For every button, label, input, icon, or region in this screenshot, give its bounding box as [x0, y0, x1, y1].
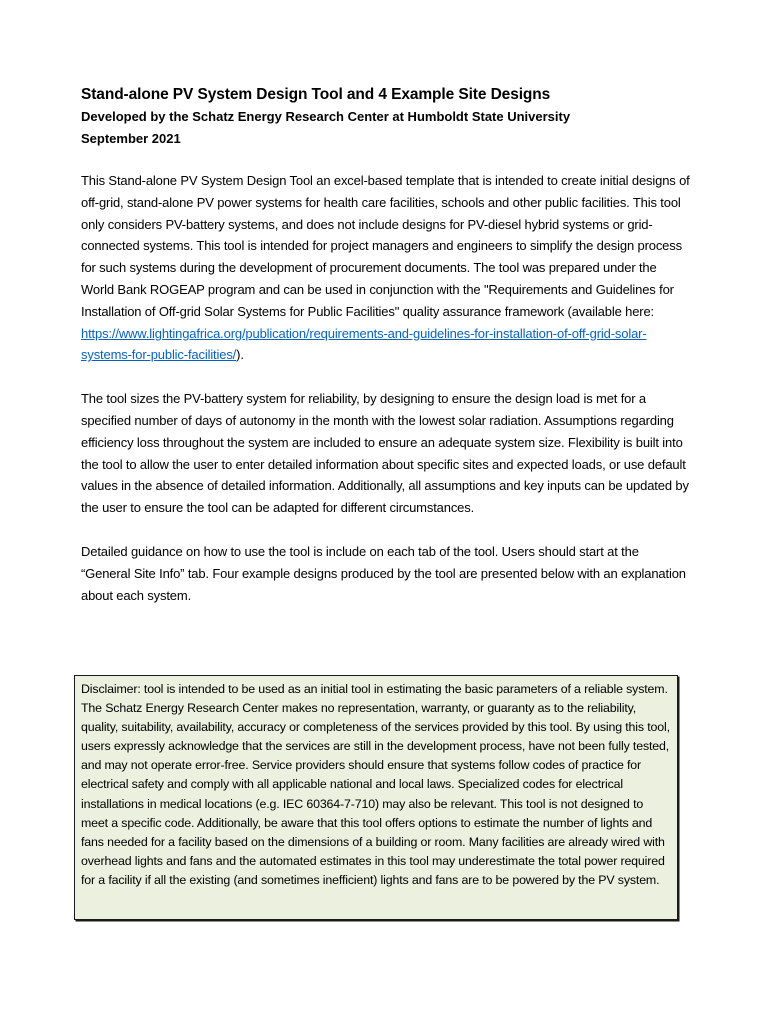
intro-paragraph	[81, 170, 691, 366]
disclaimer-box: Disclaimer: tool is intended to be used as an initial tool in estimating the basic parameters of a reliable system. The Schatz Energy Research Center makes no representation, warranty, or guaranty as to the reliability, quality, suitability, availability, accuracy or completeness of the services provided by this tool. By using this tool, users expressly acknowledge that the services are still in the development process, have not been fully tested, and may not operate error-free. Service providers should ensure that systems follow codes of practice for electrical safety and comply with all applicable national and local laws. Specialized codes for electrical installations in medical locations (e.g. IEC 60364-7-710) may also be relevant. This tool is not designed to meet a specific code. Additionally, be aware that this tool offers options to estimate the number of lights and fans needed for a facility based on the dimensions of a building or room. Many facilities are already wired with overhead lights and fans and the automated estimates in this tool may underestimate the total power required for a facility if all the existing (and sometimes inefficient) lights and fans are to be powered by the PV system.	[74, 675, 678, 920]
guidance-paragraph: Detailed guidance on how to use the tool is include on each tab of the tool. Users should start at the “General Site Info” tab. Four example designs produced by the tool are presented below with an explanation about each system.	[81, 543, 686, 603]
intro-text-end: ).	[236, 347, 244, 363]
document-title: Stand-alone PV System Design Tool and 4 Example Site Designs	[81, 86, 551, 103]
document-subtitle: Developed by the Schatz Energy Research Center at Humboldt State University	[81, 109, 571, 124]
document-page	[81, 84, 691, 606]
document-date: September 2021	[81, 131, 181, 146]
lighting-africa-link[interactable]: https://www.lightingafrica.org/publication/requirements-and-guidelines-for-installation-of-off-grid-solar-systems-for-public-facilities/	[81, 325, 647, 363]
intro-text: This Stand-alone PV System Design Tool an excel-based template that is intended to create initial designs of off-grid, stand-alone PV power systems for health care facilities, schools and other public facilities. This tool only considers PV-battery systems, and does not include designs for PV-diesel hybrid systems or grid-connected systems. This tool is intended for project managers and engineers to simplify the design process for such systems during the development of procurement documents. The tool was prepared under the World Bank ROGEAP program and can be used in conjunction with the "Requirements and Guidelines for Installation of Off-grid Solar Systems for Public Facilities" quality assurance framework (available here:	[81, 173, 690, 319]
sizing-paragraph: The tool sizes the PV-battery system for reliability, by designing to ensure the design load is met for a specified number of days of autonomy in the month with the lowest solar radiation. Assumptions regarding efficiency loss throughout the system are included to ensure an adequate system size. Flexibility is built into the tool to allow the user to enter detailed information about specific sites and expected loads, or use default values in the absence of detailed information. Additionally, all assumptions and key inputs can be updated by the user to ensure the tool can be adapted for different circumstances.	[81, 391, 689, 516]
